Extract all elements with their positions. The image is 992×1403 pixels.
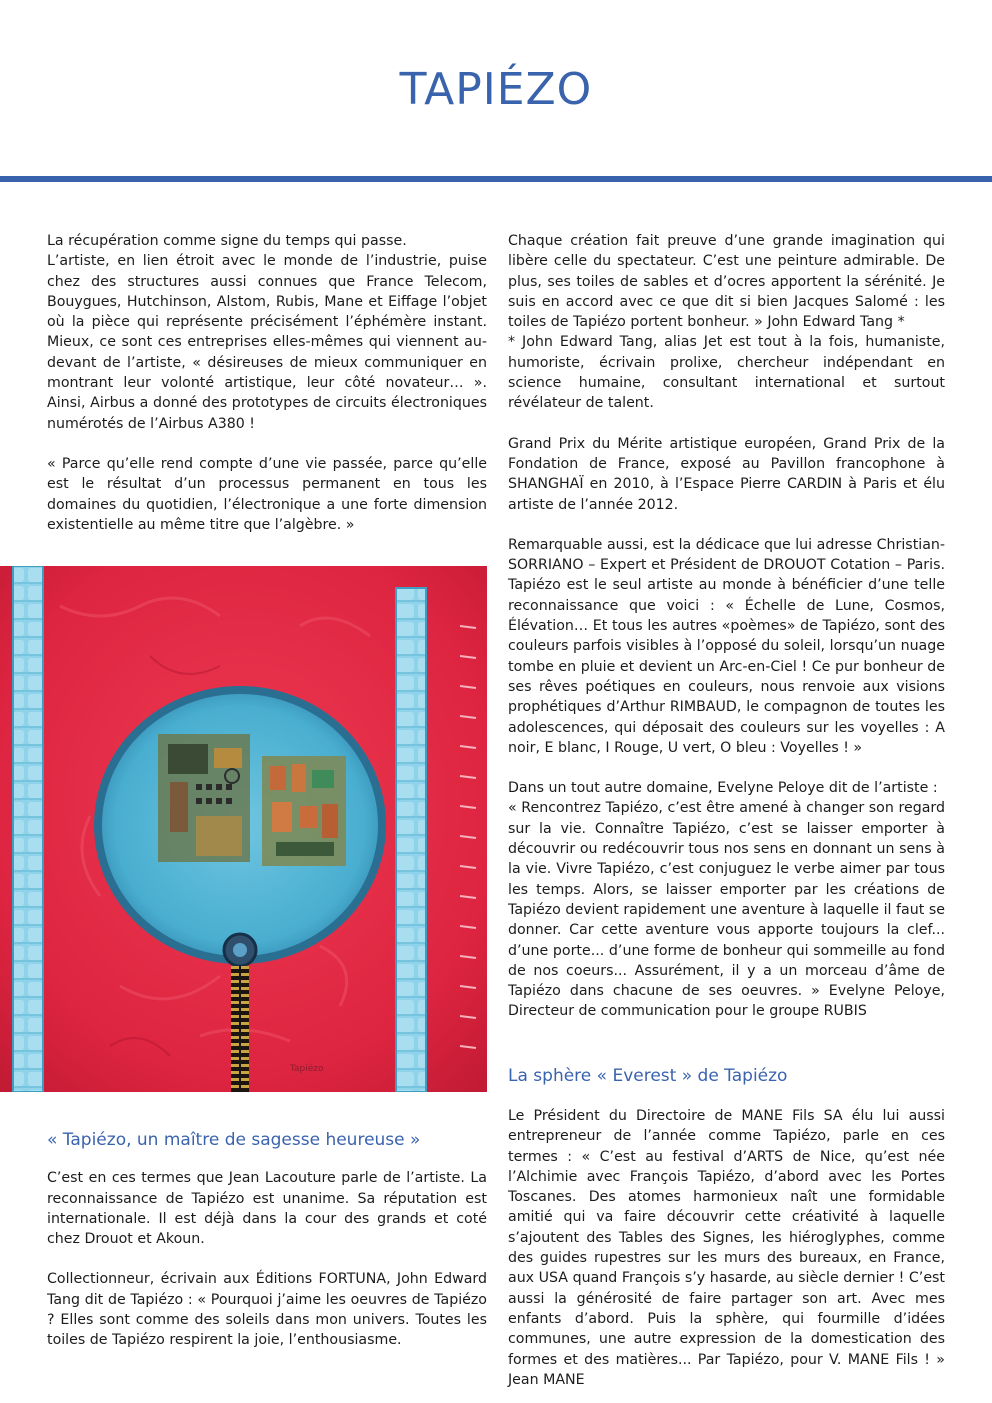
right-paragraph-4: « Rencontrez Tapiézo, c’est être amené à changer son regard sur la vie. Connaître Tapiézo, c’est se laisser emporter à découvrir ou redécouvrir tous nos sens en donnant un sens à la vie. Vivre Tapiézo, c’est conjuguez le verbe aimer par tous les temps. Alors, se laisser emporter par les créations de Tapiézo devient rapidement une aventure à laquelle il faut se donner. Car cette aventure vous apporte toujours la clef... d’une porte... d’une forme de bonheur qui sommeille au fond de nos coeurs... Assurément, il y a un morceau d’âme de Tapiézo dans chacune de ses oeuvres. » Evelyne Peloye, Directeur de communication pour le groupe RUBIS (508, 800, 945, 1020)
left-paragraph-2: « Parce qu’elle rend compte d’une vie passée, parce qu’elle est le résultat d’un processus permanent en tous les domaines du quotidien, l’électronique a une forte dimension existentielle au même titre que l’algèbre. » (47, 455, 487, 533)
left-blue-strip (13, 566, 43, 1092)
title-rule (0, 176, 992, 182)
left-paragraph-4: Collectionneur, écrivain aux Éditions FORTUNA, John Edward Tang dit de Tapiézo : « Pourquoi j’aime les oeuvres de Tapiézo ? Elles sont comme des soleils dans mon univers. Toutes les toiles de Tapiézo respirent la joie, l’enthousiasme. (47, 1271, 487, 1349)
page-title: TAPIÉZO (399, 64, 593, 115)
right-paragraph-1: Chaque création fait preuve d’une grande imagination qui libère celle du spectateur. C’est une peinture admirable. De plus, ses toiles de sables et d’ocres apportent la sérénité. Je suis en accord avec ce que dit si bien Jacques Salomé : les toiles de Tapiézo portent bonheur. » John Edward Tang * (508, 233, 945, 331)
right-subheading: La sphère « Everest » de Tapiézo (508, 1065, 788, 1086)
right-footnote: * John Edward Tang, alias Jet est tout à la fois, humaniste, humoriste, écrivain prolixe, chercheur indépendant en science humaine, consultant international et surtout révélateur de talent. (508, 334, 945, 412)
left-paragraph-1: L’artiste, en lien étroit avec le monde de l’industrie, puise chez des structures aussi connues que France Telecom, Bouygues, Hutchinson, Alstom, Rubis, Mane et Eiffage l’objet où la pièce qui représente précisément l’éphémère instant. Mieux, ce sont ces entreprises elles-mêmes qui viennent au-devant de l’artiste, « désireuses de mieux communiquer en montrant leur volonté artistique, leur côté novateur… ». Ainsi, Airbus a donné des prototypes de circuits électroniques numérotés de l’Airbus A380 ! (47, 253, 487, 432)
ladder (231, 966, 249, 1092)
left-column-bottom (47, 1130, 487, 1351)
right-column (508, 231, 945, 1390)
left-subheading: « Tapiézo, un maître de sagesse heureuse » (47, 1130, 421, 1150)
left-paragraph-1-heading: La récupération comme signe du temps qui passe. (47, 233, 407, 249)
artwork-painting (0, 566, 487, 1092)
right-paragraph-4-intro: Dans un tout autre domaine, Evelyne Peloye dit de l’artiste : (508, 780, 938, 797)
painting-signature: Tapiézo (290, 1064, 324, 1074)
left-column-top (47, 231, 487, 535)
right-paragraph-3: Remarquable aussi, est la dédicace que lui adresse Christian-SORRIANO – Expert et Président de DROUOT Cotation – Paris. Tapiézo est le seul artiste au monde à bénéficier d’une telle reconnaissance que voici : « Échelle de Lune, Cosmos, Élévation… Et tous les autres «poèmes» de Tapiézo, sont des couleurs parfois visibles à l’opposé du soleil, lorsqu’un nuage tombe en pluie et devient un Arc-en-Ciel ! Ce pur bonheur de ses rêves poétiques en couleurs, nous renvoie aux visions prophétiques d’Arthur RIMBAUD, le compagnon de toutes les adolescences, qui déposait des couleurs sur les voyelles : A noir, E blanc, I Rouge, U vert, O bleu : Voyelles ! » (508, 536, 945, 756)
right-paragraph-5: Le Président du Directoire de MANE Fils SA élu lui aussi entrepreneur de l’année comme Tapiézo, parle en ces termes : « C’est au festival d’ARTS de Nice, qu’est née l’Alchimie avec François Tapiézo, d’abord avec les Portes Toscanes. Des atomes harmonieux naît une formidable amitié qui va faire découvrir cette créativité à laquelle s’ajoutent des Tables des Signes, les hiéroglyphes, comme des guides rupestres sur les murs des bureaux, en France, aux USA quand François s’y hasarde, au siècle dernier ! C’est aussi la générosité de faire partager son art. Avec mes enfants d’abord. Puis la sphère, qui fourmille d’idées communes, une autre expression de la domestication des formes et des matières... Par Tapiézo, pour V. MANE Fils ! » Jean MANE (508, 1107, 945, 1388)
right-blue-strip (396, 588, 426, 1092)
left-paragraph-3: C’est en ces termes que Jean Lacouture parle de l’artiste. La reconnaissance de Tapiézo est unanime. Sa réputation est internationale. Il est déjà dans la cour des grands et coté chez Drouot et Akoun. (47, 1170, 487, 1248)
right-paragraph-2: Grand Prix du Mérite artistique européen, Grand Prix de la Fondation de France, exposé au Pavillon francophone à SHANGHAÏ en 2010, à l’Espace Pierre CARDIN à Paris et élu artiste de l’année 2012. (508, 435, 945, 513)
